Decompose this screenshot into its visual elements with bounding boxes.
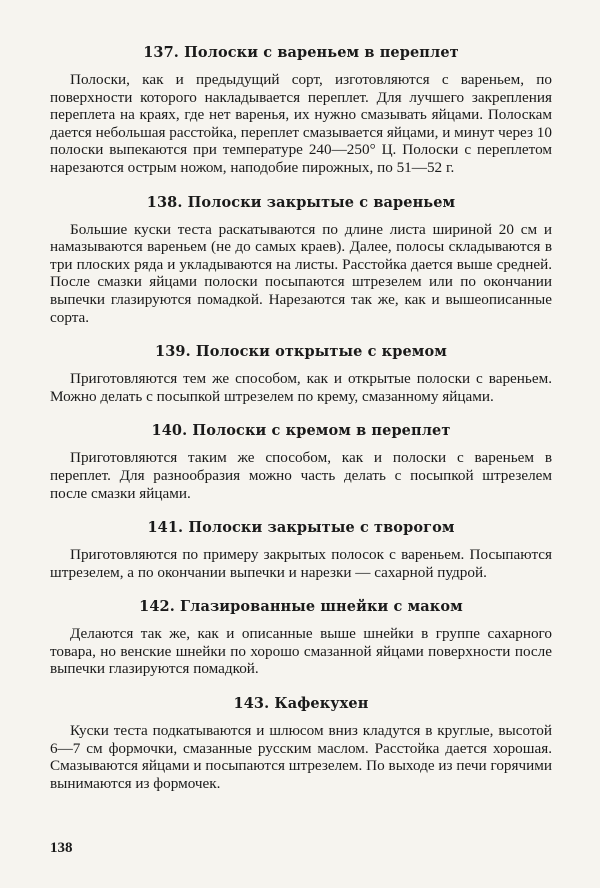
recipe-title: 139. Полоски открытые с кремом (155, 343, 447, 361)
recipe-140 (50, 422, 552, 502)
recipe-142 (50, 598, 552, 678)
page-number: 138 (50, 840, 73, 856)
recipe-body: Куски теста подкатываются и шлюсом вниз кладутся в круглые, высотой 6—7 см формочки, смазанные русским маслом. Расстойка дается хорошая. Смазываются яйцами и посыпаются штрезелем. По выходе из печи горячими вынимаются из формочек. (50, 722, 552, 792)
recipe-body: Полоски, как и предыдущий сорт, изготовляются с вареньем, по поверхности которого накладывается переплет. Для лучшего закрепления переплета на краях, где нет варенья, их нужно смазывать яйцами. Полоскам дается небольшая расстойка, переплет смазывается яйцами, и минут через 10 полоски выпекаются при температуре 240—250° Ц. Полоски с переплетом нарезаются острым ножом, наподобие пирожных, по 51—52 г. (50, 71, 552, 176)
recipe-139 (50, 343, 552, 405)
recipe-body: Приготовляются таким же способом, как и полоски с вареньем в переплет. Для разнообразия можно часть делать с посыпкой штрезелем после смазки яйцами. (50, 449, 552, 502)
recipe-141 (50, 519, 552, 581)
recipe-body: Делаются так же, как и описанные выше шнейки в группе сахарного товара, но венские шнейки по хорошо смазанной яйцами поверхности после выпечки глазируются помадкой. (50, 625, 552, 678)
recipe-title: 142. Глазированные шнейки с маком (139, 598, 463, 616)
recipe-137 (50, 44, 552, 177)
recipe-143 (50, 695, 552, 792)
recipe-title: 143. Кафекухен (233, 695, 369, 713)
recipe-body: Приготовляются тем же способом, как и открытые полоски с вареньем. Можно делать с посыпкой штрезелем по крему, смазанному яйцами. (50, 370, 552, 405)
recipe-138 (50, 194, 552, 327)
recipe-body: Приготовляются по примеру закрытых полосок с вареньем. Посыпаются штрезелем, а по окончании выпечки и нарезки — сахарной пудрой. (50, 546, 552, 581)
recipe-title: 141. Полоски закрытые с творогом (147, 519, 455, 537)
page-content (50, 44, 552, 809)
recipe-title: 138. Полоски закрытые с вареньем (146, 193, 456, 211)
recipe-body: Большие куски теста раскатываются по длине листа шириной 20 см и намазываются вареньем (не до самых краев). Далее, полосы складываются в три плоских ряда и укладываются на листы. Расстойка дается выше средней. После смазки яйцами полоски посыпаются штрезелем или по окончании выпечки глазируются помадкой. Нарезаются так же, как и вышеописанные сорта. (50, 220, 552, 326)
recipe-title: 140. Полоски с кремом в переплет (151, 422, 451, 440)
recipe-title: 137. Полоски с вареньем в переплет (143, 44, 459, 61)
